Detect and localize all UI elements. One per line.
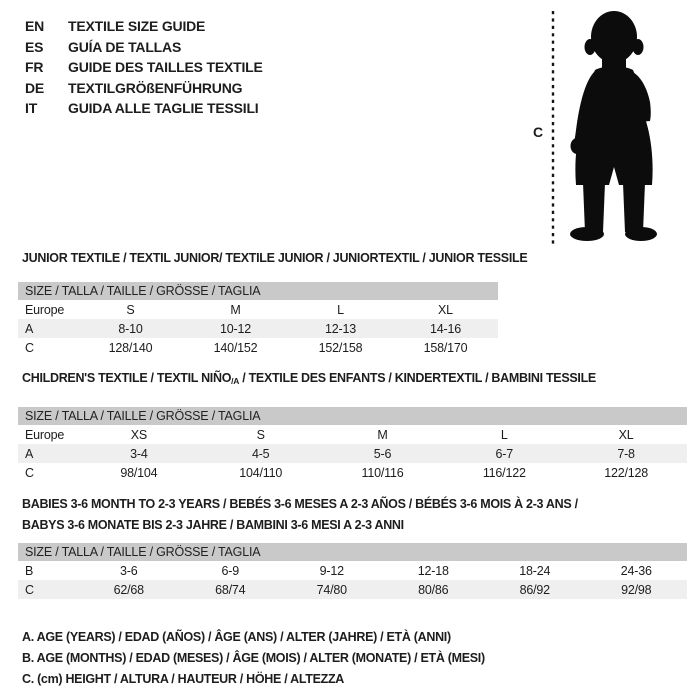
size-header-bar: SIZE / TALLA / TAILLE / GRÖSSE / TAGLIA [18,407,687,425]
size-cell: 62/68 [113,582,144,597]
children-size-table [18,407,687,482]
table-row [18,338,498,357]
table-row [18,463,687,482]
language-code: DE [25,79,45,96]
size-cell: 158/170 [423,340,468,355]
size-cell: 104/110 [239,465,283,480]
footnote-b: B. AGE (MONTHS) / EDAD (MESES) / ÂGE (MOIS) / ALTER (MONATE) / ETÀ (MESI) [22,651,485,665]
footnote-c: C. (cm) HEIGHT / ALTURA / HAUTEUR / HÖHE / ALTEZZA [22,672,345,686]
size-cell: M [377,427,388,442]
size-cell: S [256,427,265,442]
children-title-pre: CHILDREN'S TEXTILE / TEXTIL NIÑO [22,371,232,385]
size-cell: 10-12 [220,321,251,336]
size-cell: 92/98 [621,582,652,597]
language-code: ES [25,38,44,55]
toddler-silhouette-icon [562,8,664,243]
children-section-title [22,371,596,388]
table-row [18,300,498,319]
children-title-post: / TEXTILE DES ENFANTS / KINDERTEXTIL / BAMBINI TESSILE [239,371,596,385]
size-cell: 9-12 [319,563,344,578]
size-cell: 140/152 [213,340,258,355]
size-cell: 6-9 [221,563,239,578]
size-cell: 122/128 [604,465,648,480]
table-row [18,444,687,463]
size-cell: 24-36 [620,563,652,578]
size-cell: 5-6 [373,446,392,461]
size-cell: 3-6 [120,563,138,578]
language-label: GUIDE DES TAILLES TEXTILE [68,59,263,76]
row-label: Europe [25,302,65,317]
size-cell: 68/74 [215,582,246,597]
table-row [18,425,687,444]
size-cell: 7-8 [617,446,635,461]
language-code: IT [25,100,38,117]
language-label: GUÍA DE TALLAS [68,38,182,55]
language-label: GUIDA ALLE TAGLIE TESSILI [68,100,259,117]
language-list [25,16,263,119]
size-cell: 6-7 [495,446,514,461]
table-row [18,319,498,338]
row-label: A [25,446,34,461]
row-label: Europe [25,427,65,442]
language-row-it [25,98,263,119]
size-cell: 98/104 [120,465,158,480]
junior-section-title: JUNIOR TEXTILE / TEXTIL JUNIOR/ TEXTILE JUNIOR / JUNIORTEXTIL / JUNIOR TESSILE [22,251,528,265]
language-code: EN [25,18,45,35]
size-cell: XL [618,427,634,442]
language-row-fr [25,57,263,78]
size-cell: 3-4 [130,446,148,461]
size-header-bar: SIZE / TALLA / TAILLE / GRÖSSE / TAGLIA [18,282,498,300]
table-row [18,561,687,580]
size-cell: 110/116 [361,465,404,480]
footnote-a: A. AGE (YEARS) / EDAD (AÑOS) / ÂGE (ANS) / ALTER (JAHRE) / ETÀ (ANNI) [22,630,451,644]
babies-size-table [18,543,687,599]
babies-section-title [22,494,578,536]
row-label: B [25,563,34,578]
size-cell: XS [130,427,148,442]
row-label: A [25,321,34,336]
size-cell: 80/86 [418,582,449,597]
height-measure-line [551,11,555,244]
children-title-sub: /A [231,376,240,386]
babies-title-line1: BABIES 3-6 MONTH TO 2-3 YEARS / BEBÉS 3-6 MESES A 2-3 AÑOS / BÉBÉS 3-6 MOIS À 2-3 ANS / [22,497,578,511]
size-cell: L [500,427,508,442]
table-row [18,580,687,599]
size-cell: S [126,302,135,317]
size-cell: 12-13 [325,321,356,336]
language-row-en [25,16,263,37]
language-label: TEXTILGRÖßENFÜHRUNG [68,79,243,96]
size-cell: 8-10 [118,321,143,336]
size-cell: 14-16 [430,321,461,336]
size-cell: 128/140 [108,340,153,355]
size-cell: 86/92 [519,582,550,597]
row-label: C [25,340,34,355]
row-label: C [25,582,34,597]
size-cell: L [337,302,344,317]
size-cell: 116/122 [482,465,526,480]
size-header-bar: SIZE / TALLA / TAILLE / GRÖSSE / TAGLIA [18,543,687,561]
size-cell: XL [438,302,453,317]
size-cell: 18-24 [519,563,551,578]
size-cell: 12-18 [417,563,449,578]
size-cell: 4-5 [251,446,270,461]
size-cell: 74/80 [316,582,347,597]
language-code: FR [25,59,44,76]
measure-label-c: C [533,124,544,140]
size-cell: M [230,302,241,317]
language-row-es [25,37,263,58]
language-label: TEXTILE SIZE GUIDE [68,18,206,35]
language-row-de [25,78,263,99]
junior-size-table [18,282,498,357]
size-cell: 152/158 [318,340,363,355]
row-label: C [25,465,34,480]
legend-notes [22,627,485,690]
babies-title-line2: BABYS 3-6 MONATE BIS 2-3 JAHRE / BAMBINI 3-6 MESI A 2-3 ANNI [22,518,404,532]
